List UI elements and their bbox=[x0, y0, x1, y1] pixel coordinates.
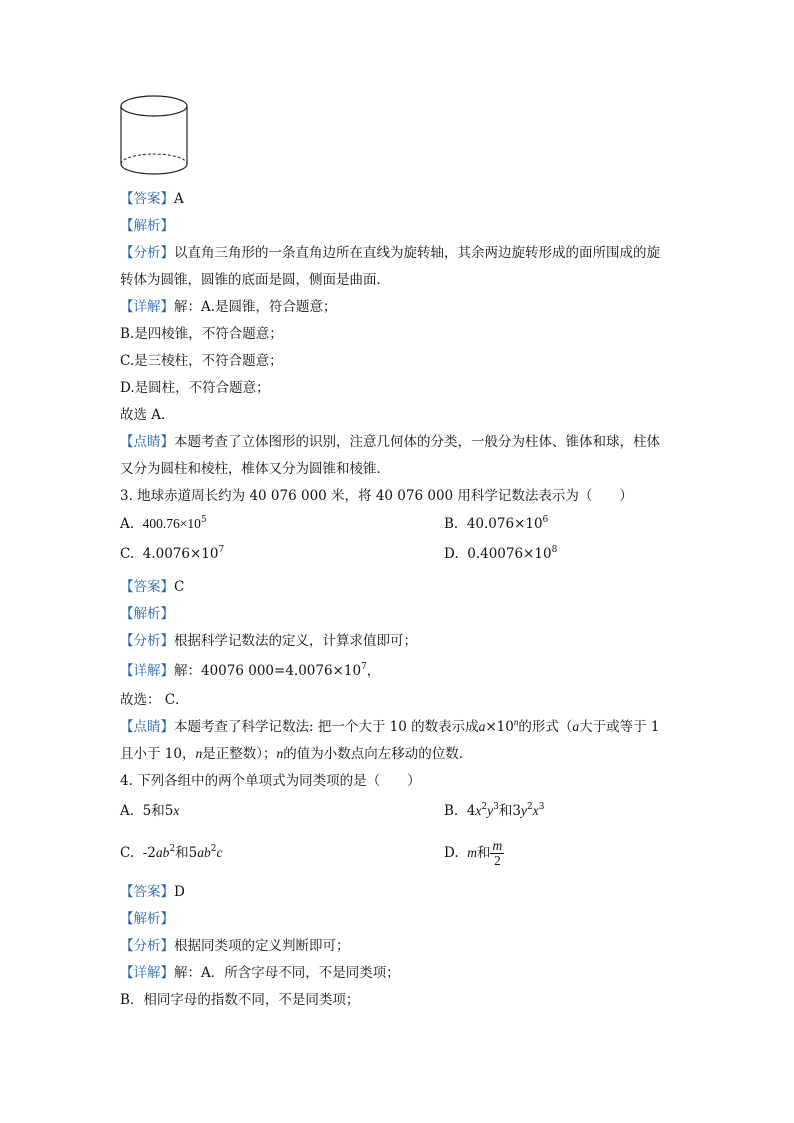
q3-fenxi bbox=[120, 631, 417, 651]
coef: -2 bbox=[142, 845, 156, 861]
q4-answer bbox=[120, 882, 185, 902]
fenxi-tag: 【分析】 bbox=[120, 245, 174, 261]
option-label: C. bbox=[120, 845, 135, 861]
math-y: y bbox=[520, 803, 527, 818]
cylinder-figure bbox=[116, 92, 192, 182]
option-exp: 5 bbox=[200, 514, 207, 525]
coef: 4 bbox=[466, 803, 476, 819]
option-label: C. bbox=[120, 546, 135, 562]
q4-option-c bbox=[120, 843, 222, 863]
dianjing-text-c: 的值为小数点向左移动的位数． bbox=[283, 746, 473, 762]
q4-option-d bbox=[444, 836, 504, 870]
math-a-2: a bbox=[572, 719, 580, 734]
q3-choose: 故选： C． bbox=[120, 692, 189, 708]
q4-detail-b: B．相同字母的指数不同，不是同类项； bbox=[120, 992, 360, 1008]
detail-tag: 【详解】 bbox=[120, 965, 174, 981]
exp: 2 bbox=[210, 843, 217, 854]
dianjing-text-c: 大于或等于 1 bbox=[579, 719, 660, 735]
q2-detail-d: D.是圆柱，不符合题意； bbox=[120, 380, 270, 396]
q4-fenxi bbox=[120, 936, 350, 956]
q3-answer bbox=[120, 577, 184, 597]
q3-option-c bbox=[120, 544, 224, 564]
detail-exp: 7 bbox=[361, 661, 367, 672]
option-exp: 7 bbox=[218, 544, 225, 555]
conj: 和 bbox=[498, 803, 513, 819]
fraction-numerator: m bbox=[492, 838, 503, 853]
math-x: x bbox=[475, 803, 482, 818]
q2-analysis-heading: 【解析】 bbox=[120, 218, 174, 234]
detail-tag: 【详解】 bbox=[120, 299, 174, 315]
q4-option-b bbox=[444, 801, 544, 821]
option-label: A. bbox=[120, 803, 135, 819]
math-n-2: n bbox=[276, 746, 284, 761]
coef: 3 bbox=[512, 803, 521, 819]
dianjing-tag: 【点睛】 bbox=[120, 719, 174, 735]
math-ab: ab bbox=[155, 845, 170, 860]
q4-stem: 4. 下列各组中的两个单项式为同类项的是（ ） bbox=[120, 773, 421, 789]
math-n: n bbox=[513, 716, 519, 727]
answer-tag: 【答案】 bbox=[120, 884, 174, 900]
q3-stem: 3. 地球赤道周长约为 40 076 000 米，将 40 076 000 用科学记数法表示为（ ） bbox=[120, 488, 633, 504]
q2-fenxi-line2: 转体为圆锥，圆锥的底面是圆，侧面是曲面． bbox=[120, 272, 390, 288]
option-label: A. bbox=[120, 516, 135, 532]
fenxi-tag: 【分析】 bbox=[120, 633, 174, 649]
coef: 5 bbox=[188, 845, 198, 861]
q2-fenxi-line1 bbox=[120, 243, 660, 263]
q3-option-d bbox=[444, 544, 557, 564]
q4-analysis-heading: 【解析】 bbox=[120, 911, 174, 927]
math-x: x bbox=[173, 803, 180, 818]
q2-detail-c: C.是三棱柱，不符合题意； bbox=[120, 353, 283, 369]
detail-tag: 【详解】 bbox=[120, 663, 174, 679]
q3-option-a bbox=[120, 514, 207, 534]
detail-text: 解：40076 000=4.0076×10 bbox=[174, 663, 362, 679]
q2-dianjing-line2: 又分为圆柱和棱柱，椎体又分为圆锥和棱锥． bbox=[120, 461, 390, 477]
q4-option-a bbox=[120, 801, 179, 821]
detail-text: 解：A．所含字母不同，不是同类项； bbox=[174, 965, 400, 981]
math-m: m bbox=[467, 845, 477, 860]
math-x: x bbox=[532, 803, 539, 818]
math-a: a bbox=[478, 719, 486, 734]
exp: 2 bbox=[481, 801, 488, 812]
q3-detail bbox=[120, 661, 380, 681]
option-label: B. bbox=[444, 803, 459, 819]
option-exp: 8 bbox=[551, 544, 558, 555]
math-times: ×10 bbox=[485, 719, 514, 735]
option-exp: 6 bbox=[542, 514, 549, 525]
fenxi-text: 根据同类项的定义判断即可； bbox=[174, 938, 350, 954]
exp: 2 bbox=[169, 843, 176, 854]
conj: 和 bbox=[476, 845, 491, 861]
option-coef: 0.40076×10 bbox=[467, 546, 552, 562]
q3-dianjing-line1 bbox=[120, 717, 660, 737]
fenxi-text: 根据科学记数法的定义，计算求值即可； bbox=[174, 633, 417, 649]
option-coef: 40.076×10 bbox=[466, 516, 543, 532]
answer-tag: 【答案】 bbox=[120, 579, 174, 595]
q2-detail-a bbox=[120, 297, 337, 317]
q3-analysis-heading: 【解析】 bbox=[120, 606, 174, 622]
option-text: 5和5 bbox=[142, 803, 174, 819]
dianjing-text: 本题考查了科学记数法: 把一个大于 10 的数表示成 bbox=[174, 719, 479, 735]
option-label: D. bbox=[444, 546, 459, 562]
option-label: D. bbox=[444, 845, 459, 861]
answer-value: C bbox=[174, 579, 185, 595]
math-n: n bbox=[195, 746, 203, 761]
answer-value: D bbox=[174, 884, 185, 900]
exp: 3 bbox=[493, 801, 499, 812]
q3-dianjing-line2 bbox=[120, 744, 472, 764]
q2-detail-b: B.是四棱锥，不符合题意； bbox=[120, 326, 283, 342]
math-ab: ab bbox=[197, 845, 211, 860]
exp: 2 bbox=[526, 801, 533, 812]
dianjing-text-b: 的形式（ bbox=[518, 719, 573, 735]
fraction-denominator: 2 bbox=[493, 853, 501, 868]
q2-dianjing-line1 bbox=[120, 432, 660, 452]
q3-option-b bbox=[444, 514, 548, 534]
dianjing-text: 且小于 10， bbox=[120, 746, 196, 762]
fenxi-text: 以直角三角形的一条直角边所在直线为旋转轴，其余两边旋转形成的面所围成的旋 bbox=[174, 245, 660, 261]
fenxi-tag: 【分析】 bbox=[120, 938, 174, 954]
detail-text: 解：A.是圆锥，符合题意； bbox=[174, 299, 337, 315]
dianjing-text-b: 是正整数）； bbox=[202, 746, 277, 762]
detail-post: ， bbox=[366, 663, 381, 679]
dianjing-tag: 【点睛】 bbox=[120, 434, 174, 450]
conj: 和 bbox=[175, 845, 189, 861]
answer-value: A bbox=[174, 191, 184, 207]
option-coef: 4.0076×10 bbox=[142, 546, 219, 562]
exp: 3 bbox=[538, 801, 545, 812]
math-y: y bbox=[487, 803, 494, 818]
dianjing-text: 本题考查了立体图形的识别，注意几何体的分类，一般分为柱体、锥体和球，柱体 bbox=[174, 434, 660, 450]
answer-tag: 【答案】 bbox=[120, 191, 174, 207]
q2-answer bbox=[120, 189, 184, 209]
math-c: c bbox=[216, 845, 223, 860]
q4-detail-a bbox=[120, 963, 400, 983]
option-coef: 400.76×10 bbox=[142, 516, 201, 531]
q2-choose: 故选 A． bbox=[120, 407, 175, 423]
option-label: B. bbox=[444, 516, 459, 532]
fraction-m-over-2 bbox=[490, 839, 504, 868]
